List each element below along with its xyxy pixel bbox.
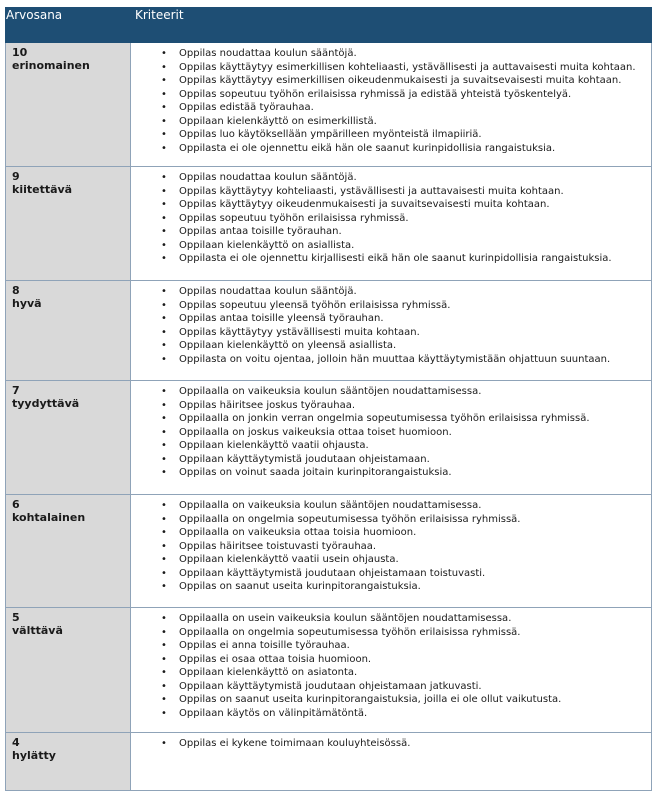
bullet-icon: •: [161, 61, 167, 73]
grade-number: 7: [12, 384, 20, 397]
criteria-list: [131, 737, 651, 751]
grade-number: 4: [12, 736, 20, 749]
criteria-text: Oppilas ei anna toisille työrauhaa.: [179, 640, 350, 651]
list-item: [131, 639, 651, 653]
bullet-icon: •: [161, 640, 167, 651]
bullet-icon: •: [161, 212, 167, 224]
bullet-icon: •: [161, 581, 167, 592]
list-item: [131, 185, 651, 199]
grade-number: 5: [12, 611, 20, 624]
bullet-icon: •: [161, 286, 167, 297]
criteria-text: Oppilas häiritsee joskus työrauhaa.: [179, 399, 356, 411]
criteria-list: [131, 171, 651, 266]
criteria-cell: [131, 167, 652, 281]
list-item: [131, 499, 651, 513]
criteria-text: Oppilaan kielenkäyttö on asiatonta.: [179, 667, 358, 678]
criteria-text: Oppilaalla on vaikeuksia ottaa toisia huomioon.: [179, 527, 417, 538]
table-body: [6, 43, 652, 791]
list-item: [131, 385, 651, 399]
list-item: [131, 526, 651, 540]
list-item: [131, 680, 651, 694]
bullet-icon: •: [161, 738, 167, 749]
criteria-text: Oppilas käyttäytyy oikeudenmukaisesti ja suvaitsevaisesti muita kohtaan.: [179, 199, 550, 210]
list-item: [131, 707, 651, 721]
criteria-text: Oppilasta ei ole ojennettu kirjallisesti eikä hän ole saanut kurinpidollisia rangaistuksia.: [179, 253, 612, 264]
criteria-text: Oppilaan käytös on välinpitämätöntä.: [179, 707, 368, 719]
bullet-icon: •: [161, 440, 167, 451]
criteria-text: Oppilaalla on vaikeuksia koulun sääntöjen noudattamisessa.: [179, 500, 482, 511]
criteria-text: Oppilas on saanut useita kurinpitorangaistuksia, joilla ei ole ollut vaikutusta.: [179, 694, 562, 705]
table-row: [6, 608, 652, 733]
criteria-text: Oppilas sopeutuu yleensä työhön erilaisissa ryhmissä.: [179, 299, 451, 311]
bullet-icon: •: [161, 513, 167, 525]
list-item: [131, 540, 651, 554]
bullet-icon: •: [161, 467, 167, 478]
grade-number: 8: [12, 284, 20, 297]
list-item: [131, 115, 651, 129]
criteria-text: Oppilas noudattaa koulun sääntöjä.: [179, 48, 357, 59]
bullet-icon: •: [161, 527, 167, 538]
list-item: [131, 513, 651, 527]
list-item: [131, 693, 651, 707]
table-row: [6, 733, 652, 791]
bullet-icon: •: [161, 554, 167, 565]
list-item: [131, 353, 651, 367]
criteria-text: Oppilas luo käytöksellään ympärilleen myönteistä ilmapiiriä.: [179, 129, 482, 140]
criteria-list: [131, 385, 651, 480]
list-item: [131, 653, 651, 667]
list-item: [131, 212, 651, 226]
list-item: [131, 225, 651, 239]
criteria-text: Oppilas antaa toisille yleensä työrauhan.: [179, 313, 384, 324]
bullet-icon: •: [161, 399, 167, 411]
list-item: [131, 326, 651, 340]
criteria-text: Oppilas sopeutuu työhön erilaisissa ryhmissä.: [179, 212, 409, 224]
bullet-icon: •: [161, 540, 167, 552]
criteria-cell: [131, 43, 652, 167]
criteria-cell: [131, 733, 652, 791]
list-item: [131, 88, 651, 102]
grade-name: tyydyttävä: [12, 397, 80, 410]
list-item: [131, 439, 651, 453]
criteria-text: Oppilas ei kykene toimimaan kouluyhteisössä.: [179, 738, 411, 749]
criteria-text: Oppilaan käyttäytymistä joudutaan ohjeistamaan toistuvasti.: [179, 567, 486, 579]
list-item: [131, 399, 651, 413]
bullet-icon: •: [161, 680, 167, 692]
criteria-text: Oppilaalla on ongelmia sopeutumisessa työhön erilaisissa ryhmissä.: [179, 626, 521, 638]
list-item: [131, 74, 651, 88]
bullet-icon: •: [161, 199, 167, 210]
table-row: [6, 167, 652, 281]
criteria-text: Oppilaalla on vaikeuksia koulun sääntöjen noudattamisessa.: [179, 386, 482, 397]
criteria-text: Oppilas on saanut useita kurinpitorangaistuksia.: [179, 581, 421, 592]
grade-cell: [6, 381, 131, 495]
bullet-icon: •: [161, 313, 167, 324]
header-grade: Arvosana: [6, 8, 131, 43]
list-item: [131, 666, 651, 680]
criteria-text: Oppilaan käyttäytymistä joudutaan ohjeistamaan jatkuvasti.: [179, 680, 482, 692]
criteria-text: Oppilas häiritsee toistuvasti työrauhaa.: [179, 540, 377, 552]
grade-name: hylätty: [12, 749, 56, 762]
bullet-icon: •: [161, 426, 167, 438]
bullet-icon: •: [161, 707, 167, 719]
grade-cell: [6, 733, 131, 791]
bullet-icon: •: [161, 453, 167, 465]
criteria-text: Oppilaan kielenkäyttö on asiallista.: [179, 239, 355, 251]
criteria-list: [131, 499, 651, 594]
bullet-icon: •: [161, 172, 167, 183]
criteria-cell: [131, 495, 652, 608]
criteria-text: Oppilas käyttäytyy ystävällisesti muita kohtaan.: [179, 326, 420, 338]
list-item: [131, 101, 651, 115]
grade-name: kohtalainen: [12, 511, 86, 524]
criteria-text: Oppilas sopeutuu työhön erilaisissa ryhmissä ja edistää yhteistä työskentelyä.: [179, 88, 572, 100]
list-item: [131, 412, 651, 426]
criteria-text: Oppilaan kielenkäyttö on esimerkillistä.: [179, 115, 377, 127]
bullet-icon: •: [161, 626, 167, 638]
bullet-icon: •: [161, 340, 167, 351]
criteria-list: [131, 612, 651, 720]
grade-number: 6: [12, 498, 20, 511]
bullet-icon: •: [161, 129, 167, 140]
criteria-text: Oppilaalla on usein vaikeuksia koulun sääntöjen noudattamisessa.: [179, 613, 512, 624]
bullet-icon: •: [161, 667, 167, 678]
list-item: [131, 61, 651, 75]
bullet-icon: •: [161, 353, 167, 365]
table-row: [6, 495, 652, 608]
list-item: [131, 239, 651, 253]
criteria-text: Oppilaalla on jonkin verran ongelmia sopeutumisessa työhön erilaisissa ryhmissä.: [179, 413, 590, 424]
bullet-icon: •: [161, 239, 167, 251]
criteria-cell: [131, 281, 652, 381]
bullet-icon: •: [161, 326, 167, 338]
grade-name: kiitettävä: [12, 183, 73, 196]
bullet-icon: •: [161, 613, 167, 624]
grade-number: 10: [12, 46, 28, 59]
criteria-text: Oppilas käyttäytyy esimerkillisen oikeudenmukaisesti ja suvaitsevaisesti muita kohtaan.: [179, 75, 622, 86]
criteria-text: Oppilaan kielenkäyttö on yleensä asiallista.: [179, 340, 397, 351]
bullet-icon: •: [161, 694, 167, 705]
bullet-icon: •: [161, 185, 167, 197]
criteria-list: [131, 285, 651, 366]
criteria-text: Oppilas antaa toisille työrauhan.: [179, 226, 342, 237]
criteria-list: [131, 47, 651, 155]
bullet-icon: •: [161, 386, 167, 397]
bullet-icon: •: [161, 88, 167, 100]
criteria-cell: [131, 381, 652, 495]
bullet-icon: •: [161, 253, 167, 264]
bullet-icon: •: [161, 102, 167, 113]
list-item: [131, 285, 651, 299]
list-item: [131, 252, 651, 266]
criteria-text: Oppilaan käyttäytymistä joudutaan ohjeistamaan.: [179, 453, 430, 465]
criteria-text: Oppilas käyttäytyy kohteliaasti, ystävällisesti ja auttavaisesti muita kohtaan.: [179, 185, 564, 197]
grade-cell: [6, 281, 131, 381]
grade-cell: [6, 43, 131, 167]
criteria-text: Oppilas noudattaa koulun sääntöjä.: [179, 172, 357, 183]
list-item: [131, 47, 651, 61]
table-row: [6, 381, 652, 495]
grade-criteria-table: [5, 7, 652, 791]
criteria-text: Oppilas ei osaa ottaa toisia huomioon.: [179, 653, 372, 665]
criteria-text: Oppilasta ei ole ojennettu eikä hän ole saanut kurinpidollisia rangaistuksia.: [179, 142, 556, 154]
list-item: [131, 128, 651, 142]
bullet-icon: •: [161, 413, 167, 424]
criteria-text: Oppilaalla on joskus vaikeuksia ottaa toiset huomioon.: [179, 426, 452, 438]
criteria-text: Oppilas edistää työrauhaa.: [179, 102, 314, 113]
table-row: [6, 281, 652, 381]
criteria-text: Oppilaan kielenkäyttö vaatii ohjausta.: [179, 440, 369, 451]
list-item: [131, 453, 651, 467]
table-header-row: [6, 8, 652, 43]
bullet-icon: •: [161, 653, 167, 665]
bullet-icon: •: [161, 226, 167, 237]
criteria-text: Oppilasta on voitu ojentaa, jolloin hän muuttaa käyttäytymistään ohjattuun suuntaan.: [179, 353, 611, 365]
bullet-icon: •: [161, 299, 167, 311]
header-criteria: Kriteerit: [131, 8, 652, 43]
grade-name: erinomainen: [12, 59, 90, 72]
criteria-text: Oppilas noudattaa koulun sääntöjä.: [179, 286, 357, 297]
list-item: [131, 466, 651, 480]
bullet-icon: •: [161, 142, 167, 154]
list-item: [131, 580, 651, 594]
grade-number: 9: [12, 170, 20, 183]
criteria-text: Oppilas on voinut saada joitain kurinpitorangaistuksia.: [179, 467, 452, 478]
list-item: [131, 567, 651, 581]
list-item: [131, 626, 651, 640]
list-item: [131, 612, 651, 626]
bullet-icon: •: [161, 567, 167, 579]
criteria-text: Oppilaan kielenkäyttö vaatii usein ohjausta.: [179, 554, 399, 565]
grade-name: hyvä: [12, 297, 42, 310]
grade-cell: [6, 608, 131, 733]
list-item: [131, 553, 651, 567]
grade-name: välttävä: [12, 624, 63, 637]
list-item: [131, 299, 651, 313]
grade-cell: [6, 167, 131, 281]
bullet-icon: •: [161, 115, 167, 127]
bullet-icon: •: [161, 48, 167, 59]
criteria-text: Oppilas käyttäytyy esimerkillisen kohteliaasti, ystävällisesti ja auttavaisesti muita kohtaan.: [179, 61, 636, 73]
list-item: [131, 312, 651, 326]
list-item: [131, 737, 651, 751]
list-item: [131, 198, 651, 212]
grade-cell: [6, 495, 131, 608]
bullet-icon: •: [161, 500, 167, 511]
table-row: [6, 43, 652, 167]
list-item: [131, 426, 651, 440]
list-item: [131, 171, 651, 185]
list-item: [131, 339, 651, 353]
list-item: [131, 142, 651, 156]
criteria-cell: [131, 608, 652, 733]
bullet-icon: •: [161, 75, 167, 86]
criteria-text: Oppilaalla on ongelmia sopeutumisessa työhön erilaisissa ryhmissä.: [179, 513, 521, 525]
